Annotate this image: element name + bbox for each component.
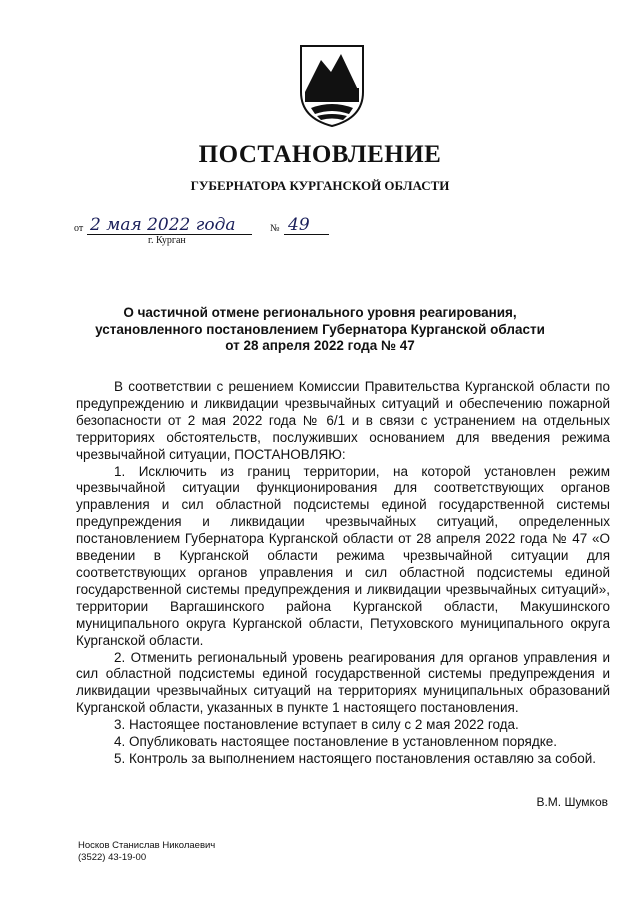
handwritten-number: 49 <box>288 215 310 235</box>
date-prefix: от <box>74 223 84 234</box>
signatory-name: В.М. Шумков <box>536 795 608 809</box>
number-prefix: № <box>270 223 280 234</box>
heading-line: установленного постановлением Губернатора Курганской области <box>95 321 545 337</box>
contact-name: Носков Станислав Николаевич <box>78 840 216 851</box>
contact-phone: (3522) 43-19-00 <box>78 852 147 863</box>
contact-block <box>78 840 215 864</box>
document-body <box>76 379 610 768</box>
clause-4-paragraph: 4. Опубликовать настоящее постановление в установленном порядке. <box>114 734 558 750</box>
document-type-title: ПОСТАНОВЛЕНИЕ <box>198 141 442 168</box>
clause-5-paragraph: 5. Контроль за выполнением настоящего постановления оставляю за собой. <box>114 750 597 766</box>
clause-2-paragraph: 2. Отменить региональный уровень реагирования для органов управления и сил областной подсистемы единой государственной системы предупреждения и ликвидации чрезвычайных ситуаций на территориях муниципальных образований Курганской области, указанных в пункте 1 настоящего постановления. <box>76 649 610 716</box>
document-heading <box>60 305 580 355</box>
date-number-block <box>74 217 374 262</box>
coat-of-arms-icon <box>297 42 367 128</box>
preamble-paragraph: В соответствии с решением Комиссии Правительства Курганской области по предупреждению и ликвидации чрезвычайных ситуаций и обеспечению пожарной безопасности от 2 мая 2022 года № 6/1 и в связи с устранением на отдельных территориях обстоятельств, послуживших основанием для введения режима чрезвычайной ситуации, ПОСТАНОВЛЯЮ: <box>76 379 610 462</box>
clause-1-paragraph: 1. Исключить из границ территории, на которой установлен режим чрезвычайной ситуации функционирования для соответствующих органов управления и сил областной подсистемы единой государственной системы предупреждения и ликвидации чрезвычайных ситуаций, определенных постановлением Губернатора Курганской области от 28 апреля 2022 года № 47 «О введении в Курганской области режима чрезвычайной ситуации для соответствующих органов управления и сил областной подсистемы единой государственной системы предупреждения и ликвидации чрезвычайных ситуаций», территории Варгашинского района Курганской области, Макушинского муниципального округа Курганской области, Петуховского муниципального округа Курганской области. <box>76 463 610 648</box>
issuer-subtitle: ГУБЕРНАТОРА КУРГАНСКОЙ ОБЛАСТИ <box>190 178 450 193</box>
city-label: г. Курган <box>148 235 186 246</box>
handwritten-date: 2 мая 2022 года <box>90 215 236 235</box>
heading-line: О частичной отмене регионального уровня реагирования, <box>123 305 517 320</box>
heading-line: от 28 апреля 2022 года № 47 <box>225 338 415 353</box>
clause-3-paragraph: 3. Настоящее постановление вступает в силу с 2 мая 2022 года. <box>114 717 519 733</box>
